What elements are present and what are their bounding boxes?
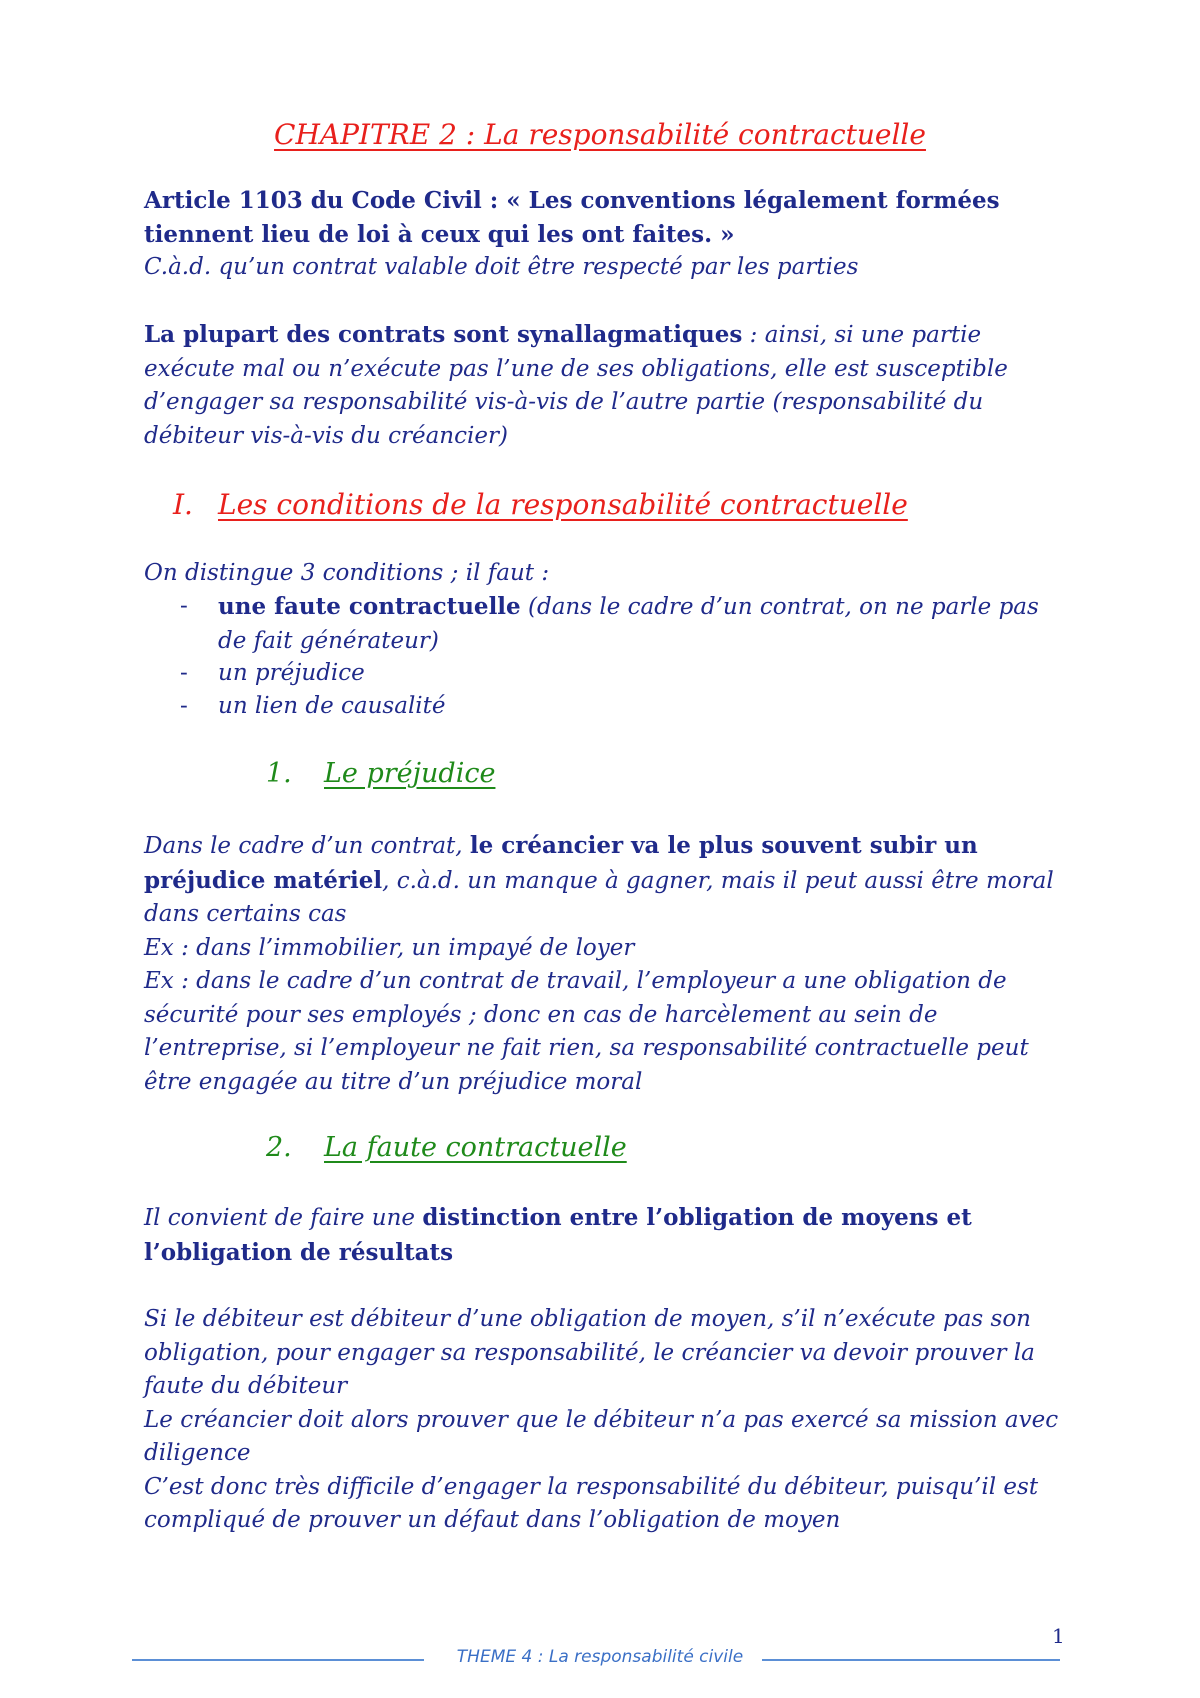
bullet-dash: - (180, 593, 188, 619)
page-number: 1 (1052, 1624, 1065, 1648)
condition-3: un lien de causalité (218, 693, 446, 719)
prejudice-line-3: dans certains cas (144, 901, 347, 927)
synallagmatic-bold: La plupart des contrats sont synallagmatiques (144, 321, 743, 348)
prejudice-line-1 (144, 829, 1064, 864)
section-number: I. (173, 488, 193, 521)
article-line-2: tiennent lieu de loi à ceux qui les ont faites. » (144, 220, 735, 248)
faute-paragraph-1 (144, 1201, 1064, 1269)
subsection-number: 2. (266, 1132, 292, 1163)
prejudice-line-8: être engagée au titre d’un préjudice moral (144, 1068, 643, 1095)
synallagmatic-line-2: exécute mal ou n’exécute pas l’une de ses obligations, elle est susceptible (144, 355, 1008, 382)
article-block (144, 184, 1064, 285)
condition-1-line-2: de fait générateur) (218, 627, 439, 654)
prejudice-line-2-bold: préjudice matériel (144, 866, 383, 894)
subsection-number: 1. (266, 758, 292, 789)
subsection-label: Le préjudice (324, 758, 496, 789)
subsection-heading-2 (266, 1132, 627, 1163)
condition-1-bold: une faute contractuelle (218, 593, 521, 620)
faute-paragraph-2 (144, 1303, 1064, 1538)
faute-p2-line-7: compliqué de prouver un défaut dans l’obligation de moyen (144, 1507, 841, 1533)
prejudice-line-6: sécurité pour ses employés ; donc en cas de harcèlement au sein de (144, 1001, 938, 1028)
faute-line-1-bold: distinction entre l’obligation de moyens et (422, 1204, 972, 1231)
synallagmatic-paragraph (144, 318, 1064, 453)
list-item (180, 657, 1060, 691)
faute-line-1-italic: Il convient de faire une (144, 1205, 423, 1231)
section-heading-1 (173, 488, 908, 521)
condition-2: un préjudice (218, 660, 365, 686)
faute-line-1 (144, 1201, 1064, 1236)
prejudice-paragraph (144, 829, 1064, 1099)
prejudice-line-5: Ex : dans le cadre d’un contrat de travail, l’employeur a une obligation de (144, 968, 1007, 994)
faute-line-2: l’obligation de résultats (144, 1238, 454, 1266)
list-item (180, 690, 1060, 724)
faute-p2-line-3: faute du débiteur (144, 1373, 348, 1399)
section-label: Les conditions de la responsabilité contractuelle (218, 488, 908, 521)
footer-theme: THEME 4 : La responsabilité civile (456, 1647, 744, 1667)
condition-1-rest: (dans le cadre d’un contrat, on ne parle pas (520, 594, 1039, 620)
bullet-dash: - (180, 660, 188, 686)
article-explanation: C.à.d. qu’un contrat valable doit être respecté par les parties (144, 254, 859, 280)
synallagmatic-line-3: d’engager sa responsabilité vis-à-vis de l’autre partie (responsabilité du (144, 389, 984, 415)
article-line-1: Article 1103 du Code Civil : « Les conventions légalement formées (144, 187, 1000, 214)
subsection-label: La faute contractuelle (324, 1132, 627, 1163)
prejudice-line-7: l’entreprise, si l’employeur ne fait rien, sa responsabilité contractuelle peut (144, 1035, 1029, 1061)
bullet-dash: - (180, 693, 188, 719)
faute-p2-line-2: obligation, pour engager sa responsabilité, le créancier va devoir prouver la (144, 1339, 1035, 1366)
prejudice-line-2 (144, 864, 1064, 899)
list-item (180, 590, 1060, 658)
prejudice-line-2-italic: , c.à.d. un manque à gagner, mais il peut aussi être moral (382, 867, 1054, 894)
subsection-heading-1 (266, 758, 495, 789)
faute-p2-line-6: C’est donc très difficile d’engager la responsabilité du débiteur, puisqu’il est (144, 1473, 1039, 1500)
chapter-title: CHAPITRE 2 : La responsabilité contractuelle (274, 118, 926, 151)
conditions-intro: On distingue 3 conditions ; il faut : (144, 560, 550, 586)
condition-1-line-1 (218, 590, 1060, 625)
faute-p2-line-5: diligence (144, 1440, 251, 1466)
synallagmatic-line-1 (144, 318, 1064, 353)
faute-p2-line-4: Le créancier doit alors prouver que le débiteur n’a pas exercé sa mission avec (144, 1406, 1059, 1433)
synallagmatic-rest: : ainsi, si une partie (742, 322, 982, 348)
prejudice-line-1-bold: le créancier va le plus souvent subir un (469, 832, 978, 859)
synallagmatic-line-4: débiteur vis-à-vis du créancier) (144, 422, 508, 449)
prejudice-line-4: Ex : dans l’immobilier, un impayé de loyer (144, 934, 635, 961)
prejudice-line-1-italic: Dans le cadre d’un contrat, (144, 833, 470, 859)
faute-p2-line-1: Si le débiteur est débiteur d’une obligation de moyen, s’il n’exécute pas son (144, 1306, 1031, 1332)
